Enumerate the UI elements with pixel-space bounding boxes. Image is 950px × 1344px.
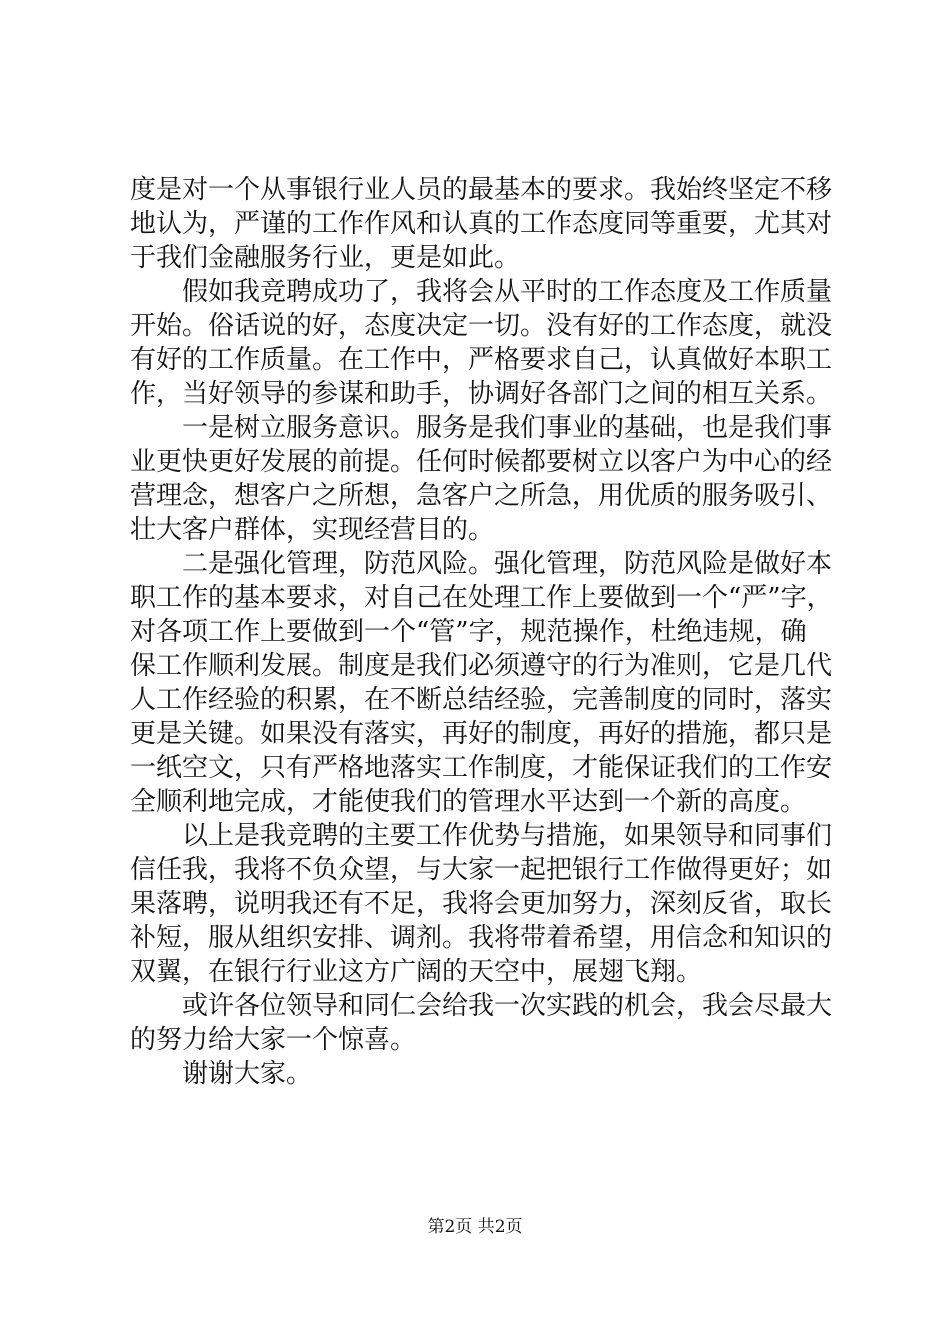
text-line: 保工作顺利发展。制度是我们必须遵守的行为准则，它是几代	[130, 651, 833, 681]
text-line: 的努力给大家一个惊喜。	[130, 1025, 417, 1055]
text-line: 二是强化管理，防范风险。强化管理，防范风险是做好本	[182, 549, 833, 579]
text-line: 以上是我竞聘的主要工作优势与措施，如果领导和同事们	[182, 821, 833, 851]
text-line: 壮大客户群体，实现经营目的。	[130, 515, 495, 545]
page-footer: 第2页 共2页	[427, 1217, 523, 1237]
document-body	[130, 173, 833, 1091]
text-line: 双翼，在银行行业这方广阔的天空中，展翅飞翔。	[130, 957, 703, 987]
text-line: 或许各位领导和同仁会给我一次实践的机会，我会尽最大	[182, 991, 833, 1021]
text-line: 果落聘，说明我还有不足，我将会更加努力，深刻反省，取长	[130, 889, 833, 919]
text-line: 营理念，想客户之所想，急客户之所急，用优质的服务吸引、	[130, 481, 833, 511]
text-line: 一纸空文，只有严格地落实工作制度，才能保证我们的工作安	[130, 753, 833, 783]
text-line: 信任我，我将不负众望，与大家一起把银行工作做得更好；如	[130, 855, 833, 885]
text-line: 开始。俗话说的好，态度决定一切。没有好的工作态度，就没	[130, 311, 833, 341]
text-line: 地认为，严谨的工作作风和认真的工作态度同等重要，尤其对	[130, 209, 833, 239]
text-line: 度是对一个从事银行业人员的最基本的要求。我始终坚定不移	[130, 175, 833, 205]
text-line: 于我们金融服务行业，更是如此。	[130, 243, 521, 273]
text-line: 全顺利地完成，才能使我们的管理水平达到一个新的高度。	[130, 787, 807, 817]
text-line: 谢谢大家。	[182, 1059, 313, 1089]
text-line: 一是树立服务意识。服务是我们事业的基础，也是我们事	[182, 413, 833, 443]
text-line: 更是关键。如果没有落实，再好的制度，再好的措施，都只是	[130, 719, 833, 749]
text-line: 人工作经验的积累，在不断总结经验，完善制度的同时，落实	[130, 685, 833, 715]
text-line: 业更快更好发展的前提。任何时候都要树立以客户为中心的经	[130, 447, 833, 477]
text-line: 有好的工作质量。在工作中，严格要求自己，认真做好本职工	[130, 345, 833, 375]
text-line: 补短，服从组织安排、调剂。我将带着希望，用信念和知识的	[130, 923, 833, 953]
text-line: 作，当好领导的参谋和助手，协调好各部门之间的相互关系。	[130, 379, 833, 409]
text-line: 职工作的基本要求，对自己在处理工作上要做到一个“严”字，	[130, 583, 833, 613]
text-line: 对各项工作上要做到一个“管”字，规范操作，杜绝违规，确	[130, 617, 807, 647]
text-line: 假如我竞聘成功了，我将会从平时的工作态度及工作质量	[182, 277, 833, 307]
